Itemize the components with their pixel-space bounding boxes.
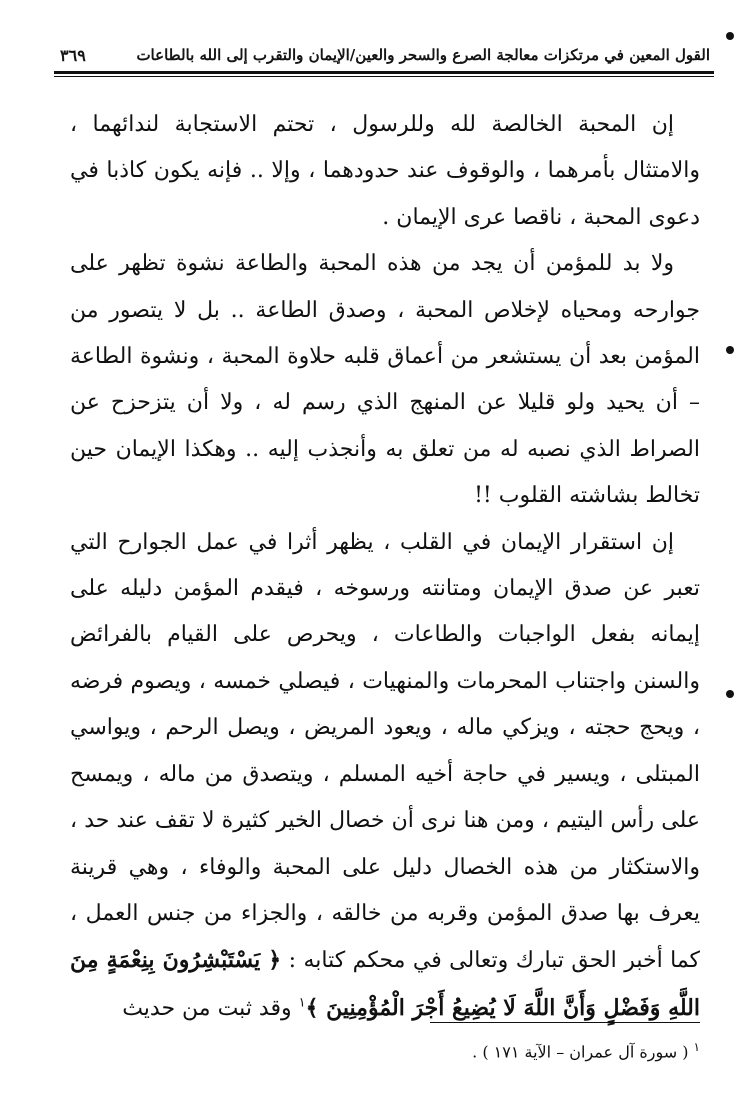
quran-verse: ﴿ يَسْتَبْشِرُونَ بِنِعْمَةٍ مِنَ اللَّهِ وَفَضْلٍ وَأَنَّ اللَّهَ لَا يُضِيعُ أَجْرَ الْمُؤْمِنِينَ ﴾ xyxy=(70,947,700,1021)
running-header xyxy=(56,40,710,70)
footnote-separator xyxy=(430,1022,700,1023)
paragraph-1: إن المحبة الخالصة لله وللرسول ، تحتم الاستجابة لندائهما ، والامتثال بأمرهما ، والوقوف عند حدودهما ، وإلا .. فإنه يكون كاذبا في دعوى المحبة ، ناقصا عرى الإيمان . xyxy=(70,112,700,230)
margin-mark xyxy=(726,32,734,40)
footnote xyxy=(300,1036,700,1063)
margin-mark xyxy=(726,346,734,354)
margin-mark xyxy=(726,690,734,698)
paragraph-2: ولا بد للمؤمن أن يجد من هذه المحبة والطاعة نشوة تظهر على جوارحه ومحياه لإخلاص المحبة ، وصدق الطاعة .. بل لا يتصور من المؤمن بعد أن يستشعر من أعماق قلبه حلاوة المحبة ، ونشوة الطاعة – أن يحيد ولو قليلا عن المنهج الذي رسم له ، ولا أن يتزحزح عن الصراط الذي نصبه له من تعلق به وأنجذب إليه .. وهكذا الإيمان حين تخالط بشاشته القلوب !! xyxy=(70,251,700,509)
footnote-reference: ١ xyxy=(298,995,306,1011)
header-rule-thin xyxy=(54,76,714,77)
footnote-text: ( سورة آل عمران – الآية ١٧١ ) . xyxy=(472,1042,689,1062)
paragraph-3-text: إن استقرار الإيمان في القلب ، يظهر أثرا في عمل الجوارح التي تعبر عن صدق الإيمان ومتانته ورسوخه ، فيقدم المؤمن دليله على إيمانه بفعل الواجبات والطاعات ، ويحرص على القيام بالفرائض والسنن واجتناب المحرمات والمنهيات ، فيصلي خمسه ، ويصوم فرضه ، ويحج حجته ، ويزكي ماله ، ويعود المريض ، ويصل الرحم ، ويواسي المبتلى ، ويسير في حاجة أخيه المسلم ، ويتصدق من ماله ، ويمسح على رأس اليتيم ، ومن هنا نرى أن خصال الخير كثيرة لا تقف عند حد ، والاستكثار من هذه الخصال دليل على المحبة والوفاء ، وهي قرينة يعرف بها صدق المؤمن وقربه من خالقه ، والجزاء من جنس العمل ، كما أخبر الحق تبارك وتعالى في محكم كتابه : xyxy=(70,529,701,974)
footnote-number: ١ xyxy=(693,1040,700,1054)
paragraph-3 xyxy=(70,520,700,1032)
page-number: ٣٦٩ xyxy=(60,45,86,65)
body-text xyxy=(70,102,700,1032)
header-title: القول المعين في مرتكزات معالجة الصرع والسحر والعين/الإيمان والتقرب إلى الله بالطاعات xyxy=(136,46,710,64)
header-rule xyxy=(54,71,714,74)
paragraph-3-continuation: وقد ثبت من حديث xyxy=(122,995,292,1021)
